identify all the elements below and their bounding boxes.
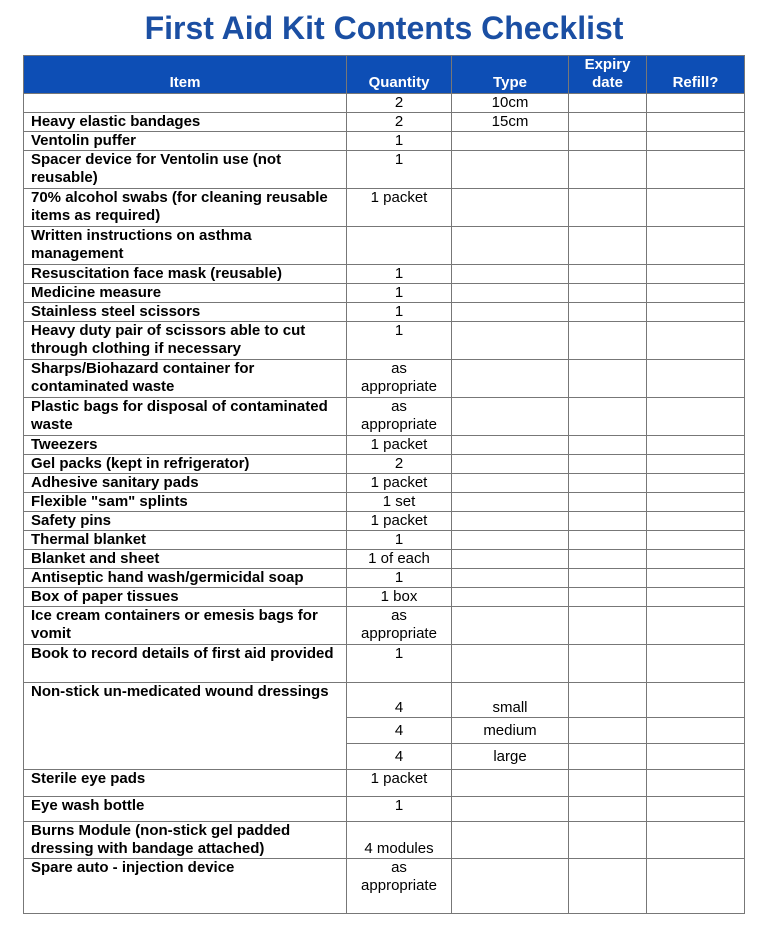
header-expiry: Expiry date <box>569 56 647 94</box>
type-cell <box>452 607 569 645</box>
refill-cell[interactable] <box>647 398 745 436</box>
expiry-date-cell[interactable] <box>569 284 647 303</box>
type-cell <box>452 531 569 550</box>
table-row <box>24 94 745 113</box>
refill-cell[interactable] <box>647 94 745 113</box>
expiry-date-cell[interactable] <box>569 770 647 797</box>
expiry-date-cell[interactable] <box>569 588 647 607</box>
item-cell: Tweezers <box>24 436 347 455</box>
type-cell <box>452 822 569 859</box>
table-row <box>24 645 745 683</box>
quantity-cell: 1 packet <box>347 189 452 227</box>
refill-cell[interactable] <box>647 284 745 303</box>
expiry-date-cell[interactable] <box>569 822 647 859</box>
item-cell: Antiseptic hand wash/germicidal soap <box>24 569 347 588</box>
item-cell: 70% alcohol swabs (for cleaning reusable items as required) <box>24 189 347 227</box>
item-cell: Medicine measure <box>24 284 347 303</box>
header-quantity: Quantity <box>347 56 452 94</box>
refill-cell[interactable] <box>647 797 745 822</box>
type-cell <box>452 569 569 588</box>
type-cell <box>452 189 569 227</box>
expiry-date-cell[interactable] <box>569 718 647 744</box>
expiry-date-cell[interactable] <box>569 645 647 683</box>
type-cell <box>452 455 569 474</box>
refill-cell[interactable] <box>647 189 745 227</box>
header-refill: Refill? <box>647 56 745 94</box>
refill-cell[interactable] <box>647 744 745 770</box>
quantity-cell: 1 <box>347 265 452 284</box>
expiry-date-cell[interactable] <box>569 569 647 588</box>
table-row <box>24 512 745 531</box>
type-cell <box>452 303 569 322</box>
quantity-cell: 2 <box>347 455 452 474</box>
expiry-date-cell[interactable] <box>569 189 647 227</box>
item-cell: Stainless steel scissors <box>24 303 347 322</box>
refill-cell[interactable] <box>647 360 745 398</box>
refill-cell[interactable] <box>647 322 745 360</box>
item-cell: Plastic bags for disposal of contaminated waste <box>24 398 347 436</box>
checklist-table <box>23 55 745 914</box>
quantity-cell: 2 <box>347 94 452 113</box>
expiry-date-cell[interactable] <box>569 744 647 770</box>
item-cell <box>24 94 347 113</box>
type-cell <box>452 398 569 436</box>
quantity-cell: 4 <box>347 683 452 718</box>
expiry-date-cell[interactable] <box>569 360 647 398</box>
quantity-cell: 4 <box>347 744 452 770</box>
refill-cell[interactable] <box>647 718 745 744</box>
table-row <box>24 284 745 303</box>
table-row <box>24 607 745 645</box>
item-cell: Ventolin puffer <box>24 132 347 151</box>
type-cell <box>452 645 569 683</box>
table-row <box>24 550 745 569</box>
quantity-cell: 2 <box>347 113 452 132</box>
refill-cell[interactable] <box>647 770 745 797</box>
item-cell: Non-stick un-medicated wound dressings <box>24 683 347 770</box>
type-cell <box>452 322 569 360</box>
page-title: First Aid Kit Contents Checklist <box>144 10 624 46</box>
refill-cell[interactable] <box>647 436 745 455</box>
expiry-date-cell[interactable] <box>569 113 647 132</box>
quantity-cell: 1 packet <box>347 512 452 531</box>
expiry-date-cell[interactable] <box>569 797 647 822</box>
type-cell <box>452 550 569 569</box>
table-row <box>24 455 745 474</box>
header-row <box>24 56 745 94</box>
quantity-cell: 4 <box>347 718 452 744</box>
quantity-cell: 4 modules <box>347 822 452 859</box>
refill-cell[interactable] <box>647 493 745 512</box>
item-cell: Resuscitation face mask (reusable) <box>24 265 347 284</box>
expiry-date-cell[interactable] <box>569 607 647 645</box>
refill-cell[interactable] <box>647 550 745 569</box>
header-type: Type <box>452 56 569 94</box>
item-cell: Eye wash bottle <box>24 797 347 822</box>
quantity-cell: 1 <box>347 322 452 360</box>
type-cell <box>452 588 569 607</box>
refill-cell[interactable] <box>647 303 745 322</box>
table-row <box>24 265 745 284</box>
expiry-date-cell[interactable] <box>569 94 647 113</box>
refill-cell[interactable] <box>647 607 745 645</box>
type-cell <box>452 770 569 797</box>
item-cell: Safety pins <box>24 512 347 531</box>
item-cell: Spare auto - injection device <box>24 859 347 914</box>
refill-cell[interactable] <box>647 531 745 550</box>
item-cell: Blanket and sheet <box>24 550 347 569</box>
expiry-date-cell[interactable] <box>569 265 647 284</box>
expiry-date-cell[interactable] <box>569 512 647 531</box>
expiry-date-cell[interactable] <box>569 531 647 550</box>
refill-cell[interactable] <box>647 859 745 914</box>
expiry-date-cell[interactable] <box>569 683 647 718</box>
type-cell: 10cm <box>452 94 569 113</box>
table-row <box>24 436 745 455</box>
refill-cell[interactable] <box>647 227 745 265</box>
type-cell <box>452 859 569 914</box>
type-cell: small <box>452 683 569 718</box>
table-row <box>24 151 745 189</box>
quantity-cell: 1 set <box>347 493 452 512</box>
item-cell: Adhesive sanitary pads <box>24 474 347 493</box>
table-row <box>24 770 745 797</box>
expiry-date-cell[interactable] <box>569 493 647 512</box>
table-row <box>24 227 745 265</box>
type-cell <box>452 227 569 265</box>
table-row <box>24 683 745 718</box>
type-cell <box>452 797 569 822</box>
quantity-cell: 1 of each <box>347 550 452 569</box>
expiry-date-cell[interactable] <box>569 303 647 322</box>
table-row <box>24 132 745 151</box>
expiry-date-cell[interactable] <box>569 132 647 151</box>
expiry-date-cell[interactable] <box>569 859 647 914</box>
table-row <box>24 797 745 822</box>
refill-cell[interactable] <box>647 683 745 718</box>
quantity-cell: 1 packet <box>347 474 452 493</box>
item-cell: Sharps/Biohazard container for contaminated waste <box>24 360 347 398</box>
refill-cell[interactable] <box>647 822 745 859</box>
quantity-cell: as appropriate <box>347 360 452 398</box>
refill-cell[interactable] <box>647 265 745 284</box>
quantity-cell: as appropriate <box>347 398 452 436</box>
quantity-cell: 1 packet <box>347 436 452 455</box>
refill-cell[interactable] <box>647 455 745 474</box>
expiry-date-cell[interactable] <box>569 455 647 474</box>
item-cell: Flexible "sam" splints <box>24 493 347 512</box>
type-cell: large <box>452 744 569 770</box>
quantity-cell: 1 packet <box>347 770 452 797</box>
refill-cell[interactable] <box>647 588 745 607</box>
header-item: Item <box>24 56 347 94</box>
table-row <box>24 113 745 132</box>
expiry-date-cell[interactable] <box>569 474 647 493</box>
quantity-cell: as appropriate <box>347 607 452 645</box>
expiry-date-cell[interactable] <box>569 436 647 455</box>
refill-cell[interactable] <box>647 474 745 493</box>
item-cell: Book to record details of first aid provided <box>24 645 347 683</box>
item-cell: Ice cream containers or emesis bags for vomit <box>24 607 347 645</box>
expiry-date-cell[interactable] <box>569 227 647 265</box>
expiry-date-cell[interactable] <box>569 550 647 569</box>
table-row <box>24 189 745 227</box>
table-row <box>24 360 745 398</box>
type-cell <box>452 151 569 189</box>
type-cell: 15cm <box>452 113 569 132</box>
type-cell <box>452 474 569 493</box>
quantity-cell: 1 <box>347 531 452 550</box>
item-cell: Written instructions on asthma management <box>24 227 347 265</box>
table-row <box>24 588 745 607</box>
quantity-cell: 1 <box>347 569 452 588</box>
type-cell <box>452 265 569 284</box>
item-cell: Heavy duty pair of scissors able to cut through clothing if necessary <box>24 322 347 360</box>
quantity-cell: 1 box <box>347 588 452 607</box>
quantity-cell: 1 <box>347 303 452 322</box>
refill-cell[interactable] <box>647 132 745 151</box>
quantity-cell: 1 <box>347 284 452 303</box>
type-cell <box>452 360 569 398</box>
refill-cell[interactable] <box>647 569 745 588</box>
quantity-cell: 1 <box>347 797 452 822</box>
table-row <box>24 531 745 550</box>
refill-cell[interactable] <box>647 151 745 189</box>
item-cell: Gel packs (kept in refrigerator) <box>24 455 347 474</box>
refill-cell[interactable] <box>647 113 745 132</box>
quantity-cell <box>347 227 452 265</box>
quantity-cell: as appropriate <box>347 859 452 914</box>
table-row <box>24 474 745 493</box>
item-cell: Burns Module (non-stick gel padded dressing with bandage attached) <box>24 822 347 859</box>
table-row <box>24 303 745 322</box>
table-row <box>24 569 745 588</box>
quantity-cell: 1 <box>347 151 452 189</box>
refill-cell[interactable] <box>647 645 745 683</box>
item-cell: Spacer device for Ventolin use (not reusable) <box>24 151 347 189</box>
type-cell <box>452 284 569 303</box>
type-cell <box>452 512 569 531</box>
type-cell <box>452 493 569 512</box>
table-row <box>24 398 745 436</box>
table-row <box>24 822 745 859</box>
item-cell: Sterile eye pads <box>24 770 347 797</box>
expiry-date-cell[interactable] <box>569 322 647 360</box>
expiry-date-cell[interactable] <box>569 398 647 436</box>
type-cell <box>452 132 569 151</box>
type-cell <box>452 436 569 455</box>
quantity-cell: 1 <box>347 645 452 683</box>
item-cell: Thermal blanket <box>24 531 347 550</box>
table-row <box>24 322 745 360</box>
item-cell: Box of paper tissues <box>24 588 347 607</box>
item-cell: Heavy elastic bandages <box>24 113 347 132</box>
table-row <box>24 493 745 512</box>
type-cell: medium <box>452 718 569 744</box>
table-row <box>24 859 745 914</box>
refill-cell[interactable] <box>647 512 745 531</box>
expiry-date-cell[interactable] <box>569 151 647 189</box>
quantity-cell: 1 <box>347 132 452 151</box>
